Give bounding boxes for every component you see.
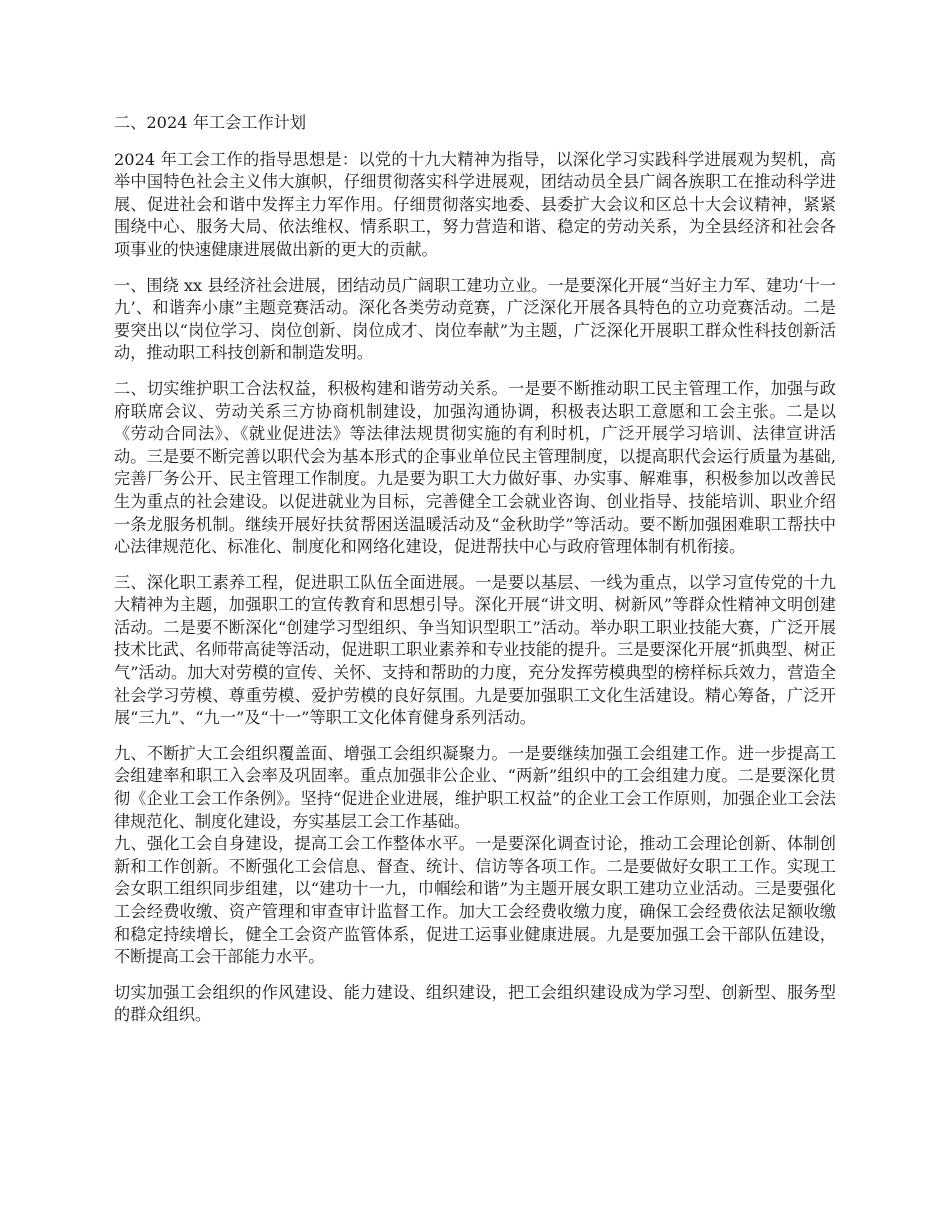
paragraph-union-self-building: 九、强化工会自身建设，提高工会工作整体水平。一是要深化调查讨论，推动工会理论创新、体制创新和工作创新。不断强化工会信息、督查、统计、信访等各项工作。二是要做好女职工工作。实现工会女职工组织同步组建，以“建功十一九，巾帼绘和谐”为主题开展女职工建功立业活动。三是要强化工会经费收缴、资产管理和审查审计监督工作。加大工会经费收缴力度，确保工会经费依法足额收缴和稳定持续增长，健全工会资产监管体系，促进工运事业健康进展。九是要加强工会干部队伍建设，不断提高工会干部能力水平。 xyxy=(114,834,836,967)
paragraph-conclusion: 切实加强工会组织的作风建设、能力建设、组织建设，把工会组织建设成为学习型、创新型、服务型的群众组织。 xyxy=(114,982,836,1025)
paragraph-worker-rights: 二、切实维护职工合法权益，积极构建和谐劳动关系。一是要不断推动职工民主管理工作，加强与政府联席会议、劳动关系三方协商机制建设，加强沟通协调，积极表达职工意愿和工会主张。二是以《劳动合同法》、《就业促进法》等法律法规贯彻实施的有利时机，广泛开展学习培训、法律宣讲活动。三是要不断完善以职代会为基本形式的企事业单位民主管理制度，以提高职代会运行质量为基础,完善厂务公开、民主管理工作制度。九是要为职工大力做好事、办实事、解难事，积极参加以改善民生为重点的社会建设。以促进就业为目标，完善健全工会就业咨询、创业指导、技能培训、职业介绍一条龙服务机制。继续开展好扶贫帮困送温暖活动及“金秋助学”等活动。要不断加强困难职工帮扶中心法律规范化、标准化、制度化和网络化建设，促进帮扶中心与政府管理体制有机衔接。 xyxy=(114,378,836,557)
paragraph-union-coverage: 九、不断扩大工会组织覆盖面、增强工会组织凝聚力。一是要继续加强工会组建工作。进一步提高工会组建率和职工入会率及巩固率。重点加强非公企业、“两新”组织中的工会组建力度。二是要深化贯彻《企业工会工作条例》。坚持“促进企业进展，维护职工权益”的企业工会工作原则，加强企业工会法律规范化、制度化建设，夯实基层工会工作基础。 xyxy=(114,743,836,831)
paragraph-guiding-ideology: 2024 年工会工作的指导思想是：以党的十九大精神为指导，以深化学习实践科学进展观为契机，高举中国特色社会主义伟大旗帜，仔细贯彻落实科学进展观，团结动员全县广阔各族职工在推动科学进展、促进社会和谐中发挥主力军作用。仔细贯彻落实地委、县委扩大会议和区总十大会议精神，紧紧围绕中心、服务大局、依法维权、情系职工，努力营造和谐、稳定的劳动关系，为全县经济和社会各项事业的快速健康进展做出新的更大的贡献。 xyxy=(114,149,836,259)
paragraph-worker-quality: 三、深化职工素养工程，促进职工队伍全面进展。一是要以基层、一线为重点，以学习宣传党的十九大精神为主题，加强职工的宣传教育和思想引导。深化开展“讲文明、树新风”等群众性精神文明创建活动。二是要不断深化“创建学习型组织、争当知识型职工”活动。举办职工职业技能大赛，广泛开展技术比武、名师带高徒等活动，促进职工职业素养和专业技能的提升。三是要深化开展“抓典型、树正气”活动。加大对劳模的宣传、关怀、支持和帮助的力度，充分发挥劳模典型的榜样标兵效力，营造全社会学习劳模、尊重劳模、爱护劳模的良好氛围。九是要加强职工文化生活建设。精心筹备，广泛开展“三九”、“九一”及“十一”等职工文化体育健身系列活动。 xyxy=(114,572,836,728)
section-heading: 二、2024 年工会工作计划 xyxy=(114,113,307,132)
paragraph-economic-development: 一、围绕 xx 县经济社会进展，团结动员广阔职工建功立业。一是要深化开展“当好主力军、建功‘十一九’、和谐奔小康”主题竞赛活动。深化各类劳动竞赛，广泛深化开展各具特色的立功竞赛活动。二是要突出以“岗位学习、岗位创新、岗位成才、岗位奉献”为主题，广泛深化开展职工群众性科技创新活动，推动职工科技创新和制造发明。 xyxy=(114,275,836,363)
document-page xyxy=(114,112,836,1040)
